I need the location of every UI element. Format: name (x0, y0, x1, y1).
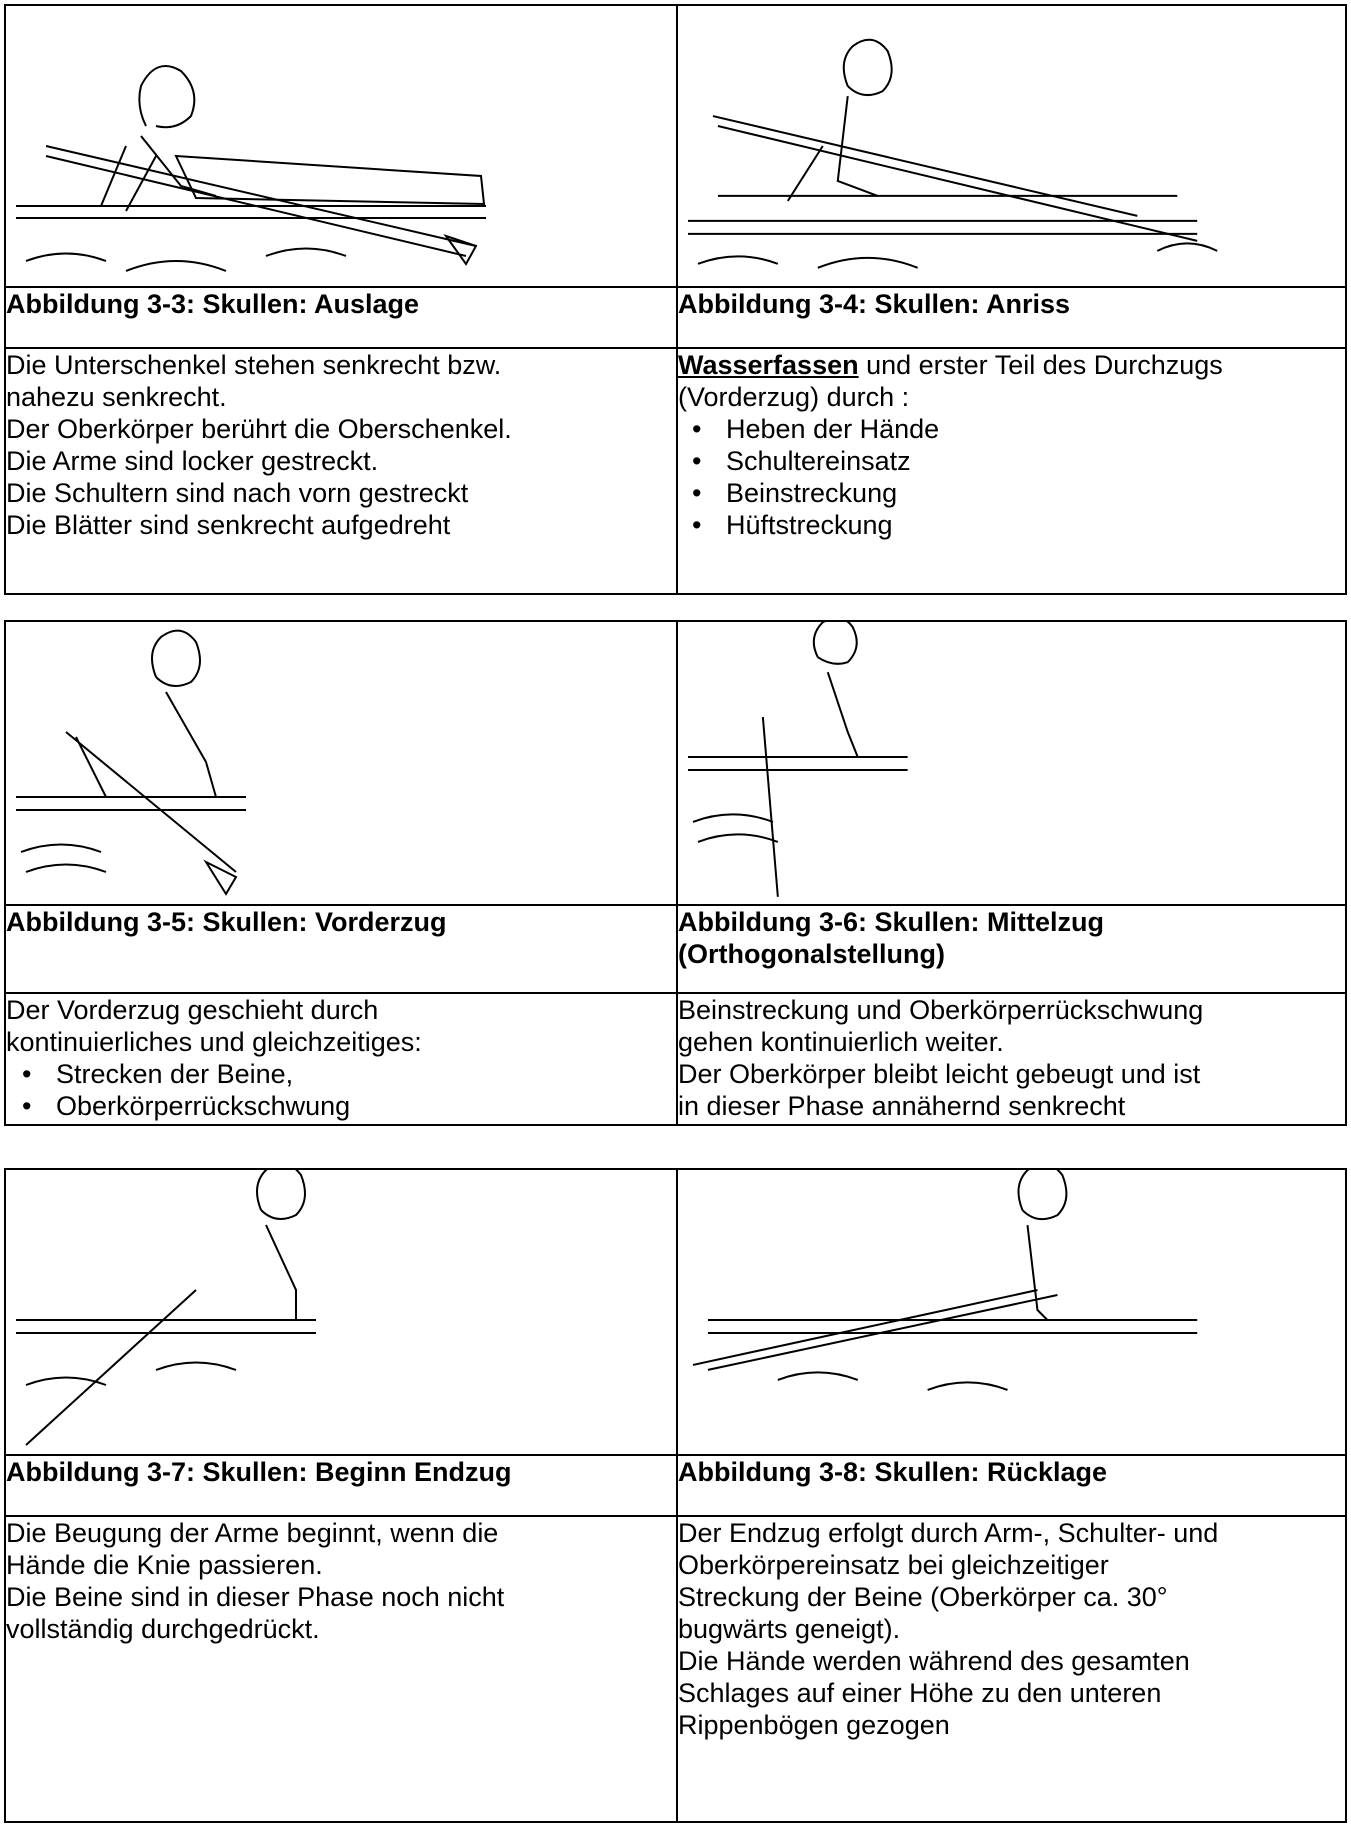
text-line: bugwärts geneigt). (678, 1614, 901, 1644)
text-line: Hände die Knie passieren. (6, 1550, 323, 1580)
text-line: Die Unterschenkel stehen senkrecht bzw. (6, 350, 502, 380)
text-fragment: und erster Teil des Durchzugs (858, 350, 1223, 380)
rower-illustration (6, 1170, 676, 1454)
list-item: • Beinstreckung (726, 477, 1345, 509)
text-line: Die Beine sind in dieser Phase noch nicht (6, 1582, 505, 1612)
text-line: Die Beugung der Arme beginnt, wenn die (6, 1518, 499, 1548)
description-3-5 (5, 993, 677, 1125)
figure-auslage (5, 5, 677, 287)
text-line: Der Vorderzug geschieht durch (6, 995, 379, 1025)
list-item: • Hüftstreckung (726, 509, 1345, 541)
rowing-table-2 (4, 620, 1347, 1126)
figure-vorderzug (5, 621, 677, 905)
rowing-table-3 (4, 1168, 1347, 1823)
rower-illustration (6, 622, 676, 904)
text-line: vollständig durchgedrückt. (6, 1614, 320, 1644)
list-item: • Oberkörperrückschwung (56, 1090, 676, 1122)
text-line: Oberkörpereinsatz bei gleichzeitiger (678, 1550, 1109, 1580)
caption-3-4: Abbildung 3-4: Skullen: Anriss (677, 287, 1346, 348)
figure-ruecklage (677, 1169, 1346, 1455)
caption-line: Abbildung 3-6: Skullen: Mittelzug (678, 907, 1104, 937)
list-item: • Schultereinsatz (726, 445, 1345, 477)
text-line: in dieser Phase annähernd senkrecht (678, 1091, 1126, 1121)
description-3-8 (677, 1516, 1346, 1822)
figure-beginn-endzug (5, 1169, 677, 1455)
caption-3-7: Abbildung 3-7: Skullen: Beginn Endzug (5, 1455, 677, 1516)
description-3-6 (677, 993, 1346, 1125)
rower-illustration (678, 622, 1345, 904)
bullet-list (6, 1058, 676, 1122)
description-3-3 (5, 348, 677, 594)
text-line (678, 349, 1345, 381)
list-item: • Heben der Hände (726, 413, 1345, 445)
list-item: • Strecken der Beine, (56, 1058, 676, 1090)
text-line: Beinstreckung und Oberkörperrückschwung (678, 995, 1204, 1025)
rower-illustration (678, 6, 1345, 286)
caption-3-6 (677, 905, 1346, 993)
text-line: Der Oberkörper bleibt leicht gebeugt und ist (678, 1059, 1201, 1089)
figure-anriss (677, 5, 1346, 287)
description-3-7 (5, 1516, 677, 1822)
text-line: Die Arme sind locker gestreckt. (6, 446, 379, 476)
term-wasserfassen: Wasserfassen (678, 350, 859, 380)
figure-mittelzug (677, 621, 1346, 905)
text-line: kontinuierliches und gleichzeitiges: (6, 1027, 422, 1057)
text-line: Rippenbögen gezogen (678, 1710, 950, 1740)
text-line: Der Oberkörper berührt die Oberschenkel. (6, 414, 512, 444)
caption-line: (Orthogonalstellung) (678, 939, 945, 969)
caption-3-3: Abbildung 3-3: Skullen: Auslage (5, 287, 677, 348)
rowing-table-1 (4, 4, 1347, 595)
text-line: Die Schultern sind nach vorn gestreckt (6, 478, 469, 508)
rower-illustration (6, 6, 676, 286)
text-line: Die Blätter sind senkrecht aufgedreht (6, 510, 451, 540)
text-line: Schlages auf einer Höhe zu den unteren (678, 1678, 1162, 1708)
text-line: Die Hände werden während des gesamten (678, 1646, 1190, 1676)
caption-3-8: Abbildung 3-8: Skullen: Rücklage (677, 1455, 1346, 1516)
text-line: gehen kontinuierlich weiter. (678, 1027, 1004, 1057)
rower-illustration (678, 1170, 1345, 1454)
description-3-4 (677, 348, 1346, 594)
text-line: Streckung der Beine (Oberkörper ca. 30° (678, 1582, 1168, 1612)
text-line: (Vorderzug) durch : (678, 382, 910, 412)
caption-3-5: Abbildung 3-5: Skullen: Vorderzug (5, 905, 677, 993)
text-line: Der Endzug erfolgt durch Arm-, Schulter- und (678, 1518, 1219, 1548)
text-line: nahezu senkrecht. (6, 382, 227, 412)
bullet-list (678, 413, 1345, 541)
